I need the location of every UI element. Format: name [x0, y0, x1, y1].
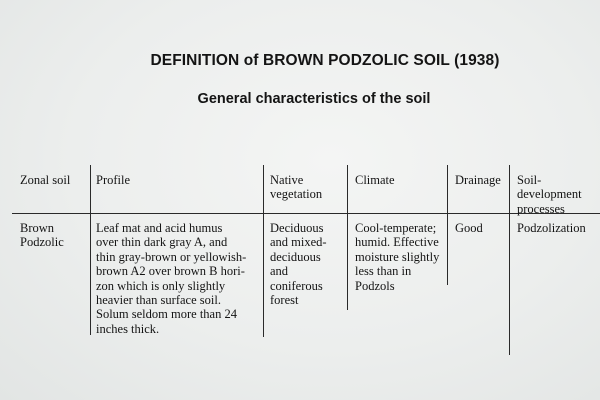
- cell-drainage: Good: [455, 221, 483, 235]
- cell-native-vegetation: Deciduous and mixed- deciduous and coniferous forest: [270, 221, 327, 308]
- page-subtitle: General characteristics of the soil: [197, 91, 431, 107]
- header-climate: Climate: [355, 173, 395, 187]
- header-drainage: Drainage: [455, 173, 501, 187]
- cell-profile: Leaf mat and acid humus over thin dark gray A, and thin gray-brown or yellowish- brown A2 over brown B hori- zon which is only slightly heavier than surface soil. Solum seldom more than 24 inches thick.: [96, 221, 247, 336]
- cell-climate: Cool-temperate; humid. Effective moisture slightly less than in Podzols: [355, 221, 440, 293]
- header-soil-development: Soil- development processes: [517, 173, 582, 216]
- header-zonal-soil: Zonal soil: [20, 173, 71, 187]
- column-divider: [347, 165, 348, 310]
- column-divider: [263, 165, 264, 337]
- cell-zonal-soil: Brown Podzolic: [20, 221, 64, 250]
- header-divider: [12, 213, 600, 214]
- header-native-vegetation: Native vegetation: [270, 173, 323, 202]
- column-divider: [509, 165, 510, 355]
- page-title: DEFINITION of BROWN PODZOLIC SOIL (1938): [150, 52, 500, 69]
- column-divider: [447, 165, 448, 285]
- cell-soil-development: Podzolization: [517, 221, 586, 235]
- column-divider: [90, 165, 91, 335]
- header-profile: Profile: [96, 173, 131, 187]
